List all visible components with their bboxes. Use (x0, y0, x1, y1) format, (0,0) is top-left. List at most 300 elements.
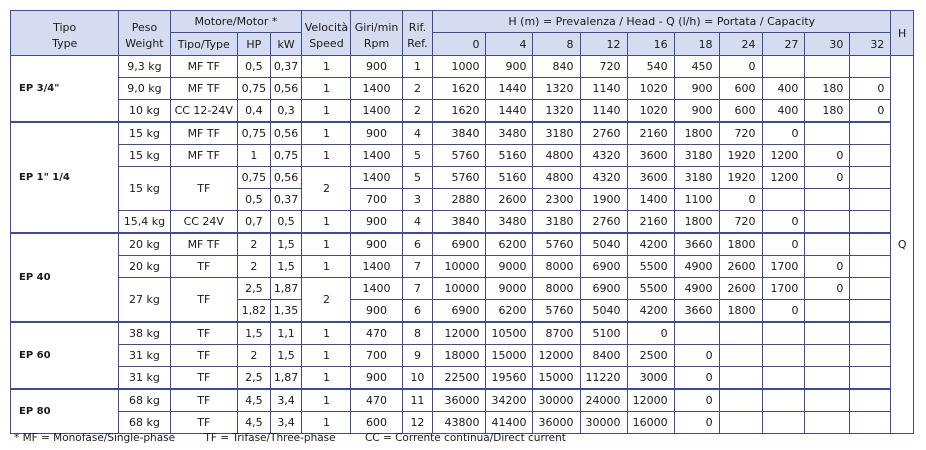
kw-cell: 3,4 (270, 389, 302, 412)
capacity-cell: 3660 (674, 233, 719, 256)
capacity-cell: 5760 (433, 145, 486, 167)
speed-cell: 2 (302, 278, 351, 323)
table-row (11, 256, 914, 278)
capacity-cell: 0 (762, 122, 805, 145)
speed-cell: 1 (302, 256, 351, 278)
capacity-cell (850, 300, 891, 323)
capacity-cell: 720 (719, 211, 762, 234)
capacity-cell: 0 (674, 367, 719, 390)
capacity-cell: 1200 (762, 167, 805, 189)
hp-cell: 0,5 (238, 56, 271, 78)
capacity-cell (762, 189, 805, 211)
capacity-cell: 36000 (433, 389, 486, 412)
capacity-cell: 1620 (433, 78, 486, 100)
capacity-cell: 2760 (580, 122, 627, 145)
weight-cell: 68 kg (119, 412, 170, 434)
motor-type-cell: TF (170, 367, 237, 390)
capacity-cell: 6200 (486, 233, 533, 256)
capacity-cell: 6900 (580, 278, 627, 300)
table-row (11, 233, 914, 256)
ref-cell: 5 (402, 145, 433, 167)
motor-type-cell: CC 12-24V (170, 100, 237, 123)
capacity-cell: 720 (719, 122, 762, 145)
capacity-cell: 2880 (433, 189, 486, 211)
capacity-cell (805, 211, 850, 234)
capacity-cell: 1020 (627, 100, 674, 123)
capacity-cell: 3480 (486, 122, 533, 145)
motor-type-cell: MF TF (170, 233, 237, 256)
capacity-cell: 600 (719, 78, 762, 100)
table-row (11, 412, 914, 434)
capacity-cell: 8700 (533, 322, 580, 345)
capacity-cell: 4900 (674, 256, 719, 278)
capacity-cell (850, 189, 891, 211)
capacity-cell: 5160 (486, 167, 533, 189)
ref-cell: 6 (402, 233, 433, 256)
capacity-cell: 1100 (674, 189, 719, 211)
capacity-cell: 400 (762, 100, 805, 123)
kw-cell: 1,5 (270, 345, 302, 367)
capacity-cell (719, 412, 762, 434)
capacity-cell: 4900 (674, 278, 719, 300)
capacity-cell: 12000 (627, 389, 674, 412)
header-rif: Rif. Ref. (402, 11, 433, 56)
hp-cell: 1 (238, 145, 271, 167)
header-kw: kW (270, 33, 302, 56)
ref-cell: 8 (402, 322, 433, 345)
capacity-cell (805, 189, 850, 211)
capacity-cell: 3180 (533, 122, 580, 145)
motor-type-cell: TF (170, 412, 237, 434)
capacity-cell: 41400 (486, 412, 533, 434)
rpm-cell: 700 (351, 189, 402, 211)
header-motore: Motore/Motor * (170, 11, 302, 33)
header-h-8: 8 (533, 33, 580, 56)
speed-cell: 1 (302, 345, 351, 367)
capacity-cell: 1320 (533, 78, 580, 100)
capacity-cell: 600 (719, 100, 762, 123)
weight-cell: 31 kg (119, 345, 170, 367)
rpm-cell: 900 (351, 122, 402, 145)
capacity-cell (850, 56, 891, 78)
kw-cell: 1,87 (270, 278, 302, 300)
capacity-cell: 540 (627, 56, 674, 78)
header-h-24: 24 (719, 33, 762, 56)
model-type: EP 40 (11, 233, 119, 322)
table-row (11, 56, 914, 78)
capacity-cell (719, 389, 762, 412)
motor-type-cell: TF (170, 322, 237, 345)
table-row (11, 145, 914, 167)
header-h-label: H (891, 11, 914, 56)
ref-cell: 5 (402, 167, 433, 189)
capacity-cell: 10000 (433, 278, 486, 300)
model-type: EP 80 (11, 389, 119, 434)
capacity-cell: 3660 (674, 300, 719, 323)
header-giri: Giri/min Rpm (351, 11, 402, 56)
capacity-cell (719, 322, 762, 345)
capacity-cell: 5760 (433, 167, 486, 189)
capacity-cell: 1700 (762, 278, 805, 300)
motor-type-cell: MF TF (170, 78, 237, 100)
table-row (11, 78, 914, 100)
capacity-cell (805, 300, 850, 323)
capacity-cell: 1800 (674, 122, 719, 145)
capacity-cell (805, 122, 850, 145)
kw-cell: 0,56 (270, 78, 302, 100)
hp-cell: 0,7 (238, 211, 271, 234)
capacity-cell: 400 (762, 78, 805, 100)
capacity-cell: 4200 (627, 300, 674, 323)
capacity-cell: 6900 (433, 233, 486, 256)
capacity-cell: 900 (674, 100, 719, 123)
header-tipotype: Tipo/Type (170, 33, 237, 56)
capacity-cell (850, 278, 891, 300)
capacity-cell: 4800 (533, 167, 580, 189)
motor-type-cell: MF TF (170, 145, 237, 167)
speed-cell: 1 (302, 145, 351, 167)
motor-type-cell: TF (170, 389, 237, 412)
rpm-cell: 1400 (351, 167, 402, 189)
capacity-cell: 3180 (674, 145, 719, 167)
capacity-cell (674, 322, 719, 345)
capacity-cell: 0 (805, 145, 850, 167)
capacity-cell (805, 389, 850, 412)
capacity-cell: 1020 (627, 78, 674, 100)
capacity-cell: 8000 (533, 278, 580, 300)
rpm-cell: 1400 (351, 100, 402, 123)
table-row (11, 389, 914, 412)
ref-cell: 9 (402, 345, 433, 367)
capacity-cell: 6200 (486, 300, 533, 323)
ref-cell: 11 (402, 389, 433, 412)
capacity-cell: 24000 (580, 389, 627, 412)
kw-cell: 0,56 (270, 167, 302, 189)
footnote (14, 432, 592, 444)
capacity-cell: 1800 (719, 300, 762, 323)
capacity-cell: 6900 (580, 256, 627, 278)
capacity-cell: 34200 (486, 389, 533, 412)
capacity-cell: 1620 (433, 100, 486, 123)
speed-cell: 1 (302, 367, 351, 390)
capacity-cell (850, 345, 891, 367)
weight-cell: 20 kg (119, 256, 170, 278)
capacity-cell: 2600 (486, 189, 533, 211)
capacity-cell: 4320 (580, 167, 627, 189)
table-row (11, 167, 914, 189)
rpm-cell: 470 (351, 322, 402, 345)
ref-cell: 3 (402, 189, 433, 211)
hp-cell: 2 (238, 233, 271, 256)
capacity-cell (805, 322, 850, 345)
capacity-cell: 6900 (433, 300, 486, 323)
capacity-cell (850, 367, 891, 390)
capacity-cell (805, 56, 850, 78)
capacity-cell: 0 (762, 233, 805, 256)
capacity-cell: 5760 (533, 233, 580, 256)
speed-cell: 1 (302, 412, 351, 434)
capacity-cell: 5500 (627, 278, 674, 300)
kw-cell: 1,35 (270, 300, 302, 323)
capacity-cell: 0 (674, 389, 719, 412)
kw-cell: 1,87 (270, 367, 302, 390)
kw-cell: 1,5 (270, 233, 302, 256)
capacity-cell (850, 322, 891, 345)
footnote-mf: * MF = Monofase/Single-phase (14, 432, 176, 444)
hp-cell: 0,75 (238, 167, 271, 189)
capacity-cell: 3180 (674, 167, 719, 189)
capacity-cell: 900 (486, 56, 533, 78)
weight-cell: 10 kg (119, 100, 170, 123)
capacity-cell: 5040 (580, 300, 627, 323)
header-h-0: 0 (433, 33, 486, 56)
motor-type-cell: MF TF (170, 122, 237, 145)
capacity-cell: 30000 (580, 412, 627, 434)
capacity-cell: 5160 (486, 145, 533, 167)
kw-cell: 0,37 (270, 189, 302, 211)
capacity-cell: 1440 (486, 100, 533, 123)
motor-type-cell: TF (170, 345, 237, 367)
capacity-cell: 0 (674, 412, 719, 434)
capacity-cell: 12000 (533, 345, 580, 367)
kw-cell: 0,75 (270, 145, 302, 167)
ref-cell: 4 (402, 122, 433, 145)
capacity-cell (762, 345, 805, 367)
header-h-32: 32 (850, 33, 891, 56)
capacity-cell: 2500 (627, 345, 674, 367)
capacity-cell (850, 412, 891, 434)
capacity-cell: 450 (674, 56, 719, 78)
rpm-cell: 900 (351, 300, 402, 323)
ref-cell: 7 (402, 278, 433, 300)
capacity-cell (762, 389, 805, 412)
table-row (11, 367, 914, 390)
pump-performance-table (10, 10, 914, 434)
rpm-cell: 900 (351, 211, 402, 234)
capacity-cell: 3180 (533, 211, 580, 234)
capacity-cell: 0 (627, 322, 674, 345)
table-row (11, 122, 914, 145)
kw-cell: 0,5 (270, 211, 302, 234)
hp-cell: 4,5 (238, 412, 271, 434)
capacity-cell: 1920 (719, 145, 762, 167)
weight-cell: 31 kg (119, 367, 170, 390)
capacity-cell (850, 145, 891, 167)
capacity-cell (850, 211, 891, 234)
capacity-cell: 1800 (674, 211, 719, 234)
capacity-cell: 2600 (719, 278, 762, 300)
capacity-cell (850, 167, 891, 189)
capacity-cell: 22500 (433, 367, 486, 390)
kw-cell: 3,4 (270, 412, 302, 434)
kw-cell: 1,1 (270, 322, 302, 345)
rpm-cell: 1400 (351, 278, 402, 300)
speed-cell: 1 (302, 322, 351, 345)
weight-cell: 68 kg (119, 389, 170, 412)
speed-cell: 1 (302, 211, 351, 234)
weight-cell: 15 kg (119, 122, 170, 145)
capacity-cell: 5040 (580, 233, 627, 256)
capacity-cell: 5760 (533, 300, 580, 323)
speed-cell: 1 (302, 56, 351, 78)
capacity-cell: 19560 (486, 367, 533, 390)
capacity-cell: 1140 (580, 100, 627, 123)
capacity-cell: 2600 (719, 256, 762, 278)
kw-cell: 0,37 (270, 56, 302, 78)
capacity-cell: 1900 (580, 189, 627, 211)
hp-cell: 2,5 (238, 367, 271, 390)
header-hp: HP (238, 33, 271, 56)
rpm-cell: 700 (351, 345, 402, 367)
capacity-cell: 0 (850, 100, 891, 123)
capacity-cell: 4320 (580, 145, 627, 167)
capacity-cell: 1000 (433, 56, 486, 78)
motor-type-cell: TF (170, 256, 237, 278)
capacity-cell (805, 367, 850, 390)
capacity-cell: 720 (580, 56, 627, 78)
capacity-cell: 3480 (486, 211, 533, 234)
ref-cell: 7 (402, 256, 433, 278)
capacity-cell: 4200 (627, 233, 674, 256)
ref-cell: 4 (402, 211, 433, 234)
rpm-cell: 900 (351, 233, 402, 256)
table-row (11, 278, 914, 300)
table-row (11, 100, 914, 123)
capacity-cell: 0 (719, 56, 762, 78)
capacity-cell: 11220 (580, 367, 627, 390)
header-peso: Peso Weight (119, 11, 170, 56)
capacity-cell: 5100 (580, 322, 627, 345)
capacity-cell: 0 (850, 78, 891, 100)
capacity-cell: 1200 (762, 145, 805, 167)
motor-type-cell: CC 24V (170, 211, 237, 234)
ref-cell: 2 (402, 78, 433, 100)
capacity-cell (850, 389, 891, 412)
kw-cell: 0,56 (270, 122, 302, 145)
hp-cell: 0,5 (238, 189, 271, 211)
capacity-cell: 1700 (762, 256, 805, 278)
capacity-cell: 2300 (533, 189, 580, 211)
speed-cell: 1 (302, 122, 351, 145)
rpm-cell: 1400 (351, 145, 402, 167)
capacity-cell: 0 (719, 189, 762, 211)
capacity-cell: 2160 (627, 211, 674, 234)
capacity-cell (805, 233, 850, 256)
weight-cell: 15 kg (119, 145, 170, 167)
capacity-cell: 3600 (627, 167, 674, 189)
capacity-cell: 3840 (433, 211, 486, 234)
capacity-cell: 0 (805, 167, 850, 189)
q-label: Q (891, 56, 914, 434)
header-h-27: 27 (762, 33, 805, 56)
capacity-cell (805, 345, 850, 367)
capacity-cell: 180 (805, 78, 850, 100)
weight-cell: 15 kg (119, 167, 170, 211)
capacity-cell: 0 (762, 211, 805, 234)
ref-cell: 12 (402, 412, 433, 434)
capacity-cell: 1920 (719, 167, 762, 189)
capacity-cell: 9000 (486, 256, 533, 278)
capacity-cell: 1440 (486, 78, 533, 100)
capacity-cell (850, 233, 891, 256)
capacity-cell: 0 (805, 278, 850, 300)
ref-cell: 10 (402, 367, 433, 390)
capacity-cell: 3840 (433, 122, 486, 145)
capacity-cell: 1800 (719, 233, 762, 256)
weight-cell: 20 kg (119, 233, 170, 256)
hp-cell: 4,5 (238, 389, 271, 412)
hp-cell: 0,4 (238, 100, 271, 123)
capacity-cell: 2760 (580, 211, 627, 234)
header-head-capacity: H (m) = Prevalenza / Head - Q (l/h) = Portata / Capacity (433, 11, 891, 33)
hp-cell: 1,82 (238, 300, 271, 323)
hp-cell: 0,75 (238, 122, 271, 145)
capacity-cell: 5500 (627, 256, 674, 278)
capacity-cell: 10000 (433, 256, 486, 278)
header-velocita: Velocità Speed (302, 11, 351, 56)
rpm-cell: 470 (351, 389, 402, 412)
model-type: EP 60 (11, 322, 119, 389)
capacity-cell: 43800 (433, 412, 486, 434)
capacity-cell: 1140 (580, 78, 627, 100)
capacity-cell: 1320 (533, 100, 580, 123)
hp-cell: 2 (238, 345, 271, 367)
capacity-cell: 8400 (580, 345, 627, 367)
capacity-cell: 4800 (533, 145, 580, 167)
speed-cell: 1 (302, 233, 351, 256)
speed-cell: 1 (302, 78, 351, 100)
header-h-30: 30 (805, 33, 850, 56)
footnote-tf: TF = Trifase/Three-phase (204, 432, 336, 444)
capacity-cell (850, 256, 891, 278)
header-h-18: 18 (674, 33, 719, 56)
ref-cell: 6 (402, 300, 433, 323)
model-type: EP 3/4" (11, 56, 119, 123)
motor-type-cell: TF (170, 167, 237, 211)
capacity-cell (719, 367, 762, 390)
capacity-cell: 900 (674, 78, 719, 100)
capacity-cell: 10500 (486, 322, 533, 345)
capacity-cell: 8000 (533, 256, 580, 278)
capacity-cell: 18000 (433, 345, 486, 367)
capacity-cell: 0 (762, 300, 805, 323)
capacity-cell (850, 122, 891, 145)
rpm-cell: 1400 (351, 256, 402, 278)
ref-cell: 2 (402, 100, 433, 123)
rpm-cell: 900 (351, 367, 402, 390)
header-tipo: Tipo Type (11, 11, 119, 56)
hp-cell: 0,75 (238, 78, 271, 100)
header-h-16: 16 (627, 33, 674, 56)
motor-type-cell: TF (170, 278, 237, 323)
capacity-cell (762, 367, 805, 390)
capacity-cell (762, 412, 805, 434)
model-type: EP 1" 1/4 (11, 122, 119, 233)
capacity-cell: 15000 (486, 345, 533, 367)
rpm-cell: 1400 (351, 78, 402, 100)
header-h-12: 12 (580, 33, 627, 56)
weight-cell: 15,4 kg (119, 211, 170, 234)
hp-cell: 2 (238, 256, 271, 278)
capacity-cell: 1400 (627, 189, 674, 211)
rpm-cell: 900 (351, 56, 402, 78)
weight-cell: 27 kg (119, 278, 170, 323)
capacity-cell: 12000 (433, 322, 486, 345)
capacity-cell (762, 322, 805, 345)
speed-cell: 2 (302, 167, 351, 211)
speed-cell: 1 (302, 389, 351, 412)
capacity-cell: 180 (805, 100, 850, 123)
